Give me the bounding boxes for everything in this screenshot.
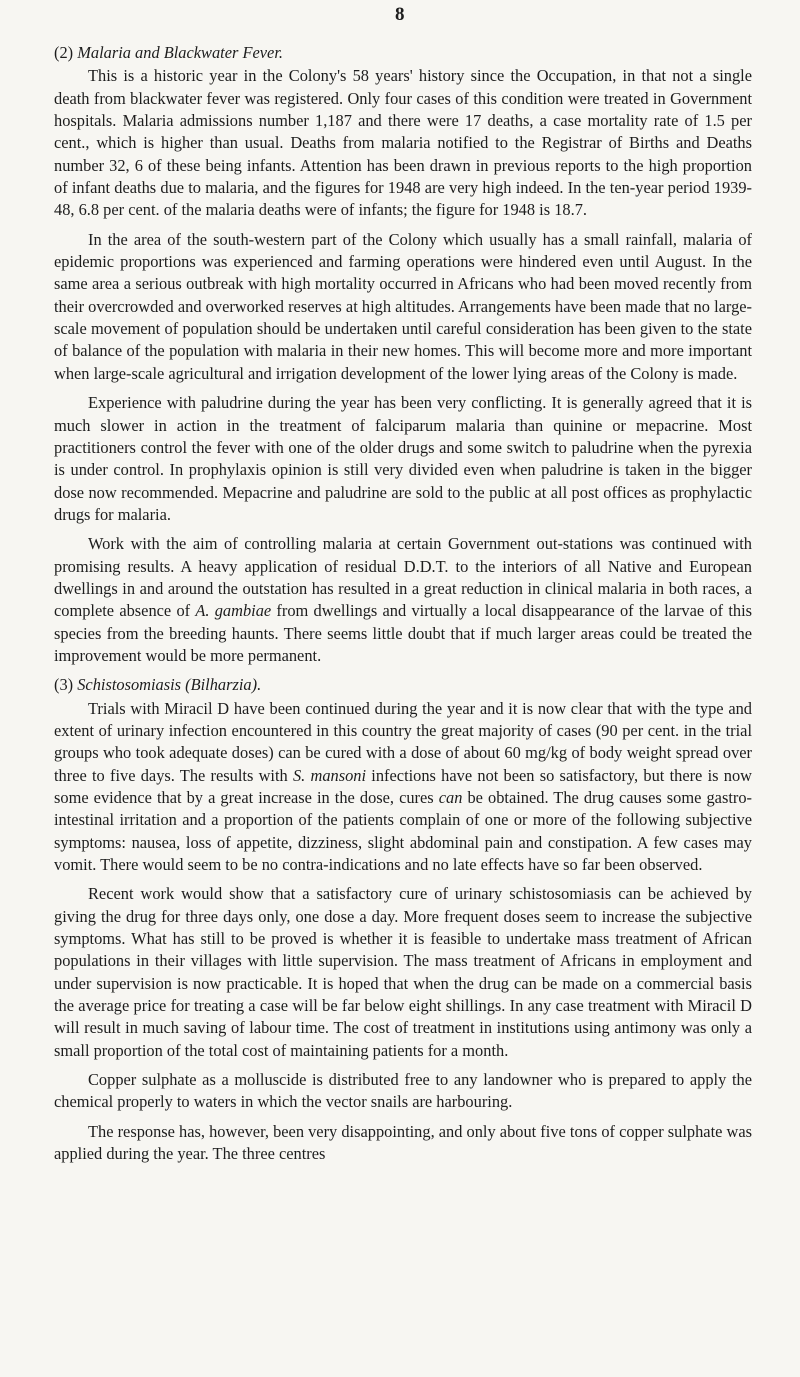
section-title: Malaria and Blackwater Fever. bbox=[77, 43, 283, 62]
section-title: Schistosomiasis (Bilharzia). bbox=[77, 675, 262, 695]
paragraph-miracil-trials bbox=[54, 698, 752, 877]
paragraph-text: from dwellings and virtually a local disappearance of the larvae of this species from the breeding haunts. There seems little doubt that if much larger areas could be treated the improvement would be more permanent. bbox=[54, 601, 753, 665]
species-name: S. mansoni bbox=[292, 765, 367, 785]
paragraph-copper-sulphate: Copper sulphate as a molluscide is distributed free to any landowner who is prepared to apply the chemical properly to waters in which the vector snails are harbouring. bbox=[54, 1070, 752, 1112]
paragraph-ddt-control bbox=[54, 533, 752, 667]
section-number: (2) bbox=[54, 43, 74, 62]
species-name: A. gambiae bbox=[195, 601, 272, 621]
paragraph-text: infections have not been so satisfactory, but there is now some evidence that by a great increase in the dose, cures bbox=[54, 765, 752, 807]
section-heading-malaria bbox=[54, 42, 752, 64]
section-heading-schistosomiasis bbox=[54, 674, 752, 696]
paragraph-recent-work: Recent work would show that a satisfactory cure of urinary schistosomiasis can be achieved by giving the drug for three days only, one dose a day. More frequent doses seem to increase the subjective symptoms. What has still to be proved is whether it is feasible to undertake mass treatment of African populations in their villages with little supervision. The mass treatment of Africans in employment and under supervision is now practicable. It is hoped that when the drug can be made on a commercial basis the average price for treating a case will be far below eight shillings. In any case treatment with Miracil D will result in much saving of labour time. The cost of treatment in institutions using antimony was only a small proportion of the total cost of maintaining patients for a month. bbox=[54, 884, 752, 1060]
document-body bbox=[54, 42, 752, 1172]
paragraph-text: be obtained. The drug causes some gastro-intestinal irritation and a proportion of the patients complain of one or more of the following subjective symptoms: nausea, loss of appetite, dizziness, slight abdominal pain and constipation. A few cases may vomit. There would seem to be no contra-indications and no late effects have so far been observed. bbox=[54, 788, 752, 875]
paragraph-epidemic-southwest: In the area of the south-western part of the Colony which usually has a small rainfall, malaria of epidemic proportions was experienced and farming operations were hindered even until August. In the same area a serious outbreak with high mortality occurred in Africans who had been moved recently from their overcrowded and overworked reserves at high altitudes. Arrangements have been made that no large-scale movement of population should be undertaken until careful consideration has been given to the state of balance of the population with malaria in their new homes. This will become more and more important when large-scale agricultural and irrigation development of the lower lying areas of the Colony is made. bbox=[54, 229, 752, 383]
section-number: (3) bbox=[54, 675, 74, 695]
paragraph-blackwater-history: This is a historic year in the Colony's 58 years' history since the Occupation, in that not a single death from blackwater fever was registered. Only four cases of this condition were treated in Government hospitals. Malaria admissions number 1,187 and there were 17 deaths, a case mortality rate of 1.5 per cent., which is higher than usual. Deaths from malaria notified to the Registrar of Births and Deaths number 32, 6 of these being infants. Attention has been drawn in previous reports to the high proportion of infant deaths due to malaria, and the figures for 1948 are very high indeed. In the ten-year period 1939-48, 6.8 per cent. of the malaria deaths were of infants; the figure for 1948 is 18.7. bbox=[54, 66, 752, 220]
paragraph-response: The response has, however, been very disappointing, and only about five tons of copper sulphate was applied during the year. The three centres bbox=[54, 1121, 752, 1164]
page-number: 8 bbox=[395, 4, 405, 25]
paragraph-text: Trials with Miracil D have been continued during the year and it is now clear that with the type and extent of urinary infection encountered in this country the great majority of cases (90 per cent. in the trial groups who took adequate doses) can be cured with a dose of about 60 mg/kg of body weight spread over three to five days. The results with bbox=[54, 698, 752, 785]
paragraph-paludrine: Experience with paludrine during the year has been very conflicting. It is generally agreed that it is much slower in action in the treatment of falciparum malaria than quinine or mepacrine. Most practitioners control the fever with one of the older drugs and some switch to paludrine when the pyrexia is under control. In prophylaxis opinion is still very divided even when paludrine is taken in the bigger dose now recommended. Mepacrine and paludrine are sold to the public at all post offices as prophylactic drugs for malaria. bbox=[54, 393, 752, 524]
emphasis-can: can bbox=[438, 788, 463, 807]
paragraph-text: Work with the aim of controlling malaria at certain Government out-stations was continued with promising results. A heavy application of residual D.D.T. to the interiors of all Native and European dwellings in and around the outstation has resulted in a great reduction in clinical malaria in both races, a complete absence of bbox=[54, 534, 752, 621]
